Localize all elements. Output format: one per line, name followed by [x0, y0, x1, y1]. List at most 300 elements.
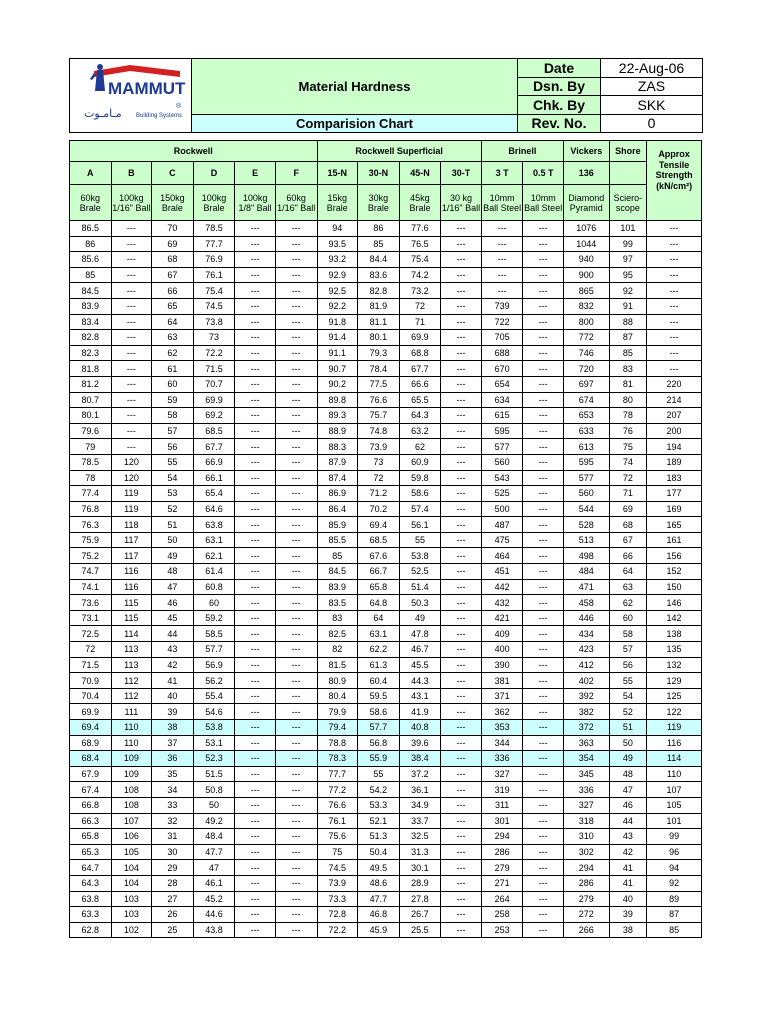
table-cell: 59.8	[399, 470, 441, 486]
table-cell: ---	[441, 283, 482, 299]
table-cell: 85.9	[317, 517, 358, 533]
table-cell: 64.6	[193, 501, 235, 517]
table-cell: 70.4	[70, 688, 112, 704]
table-cell: 53.3	[358, 797, 400, 813]
table-cell: ---	[235, 579, 276, 595]
table-cell: ---	[275, 361, 317, 377]
table-cell: 77.2	[317, 782, 358, 798]
table-cell: 45	[152, 610, 194, 626]
table-cell: ---	[441, 922, 482, 938]
table-cell: 81.9	[358, 298, 400, 314]
table-cell: ---	[235, 782, 276, 798]
table-cell: 51.5	[193, 766, 235, 782]
table-cell: 95	[609, 267, 647, 283]
table-row	[70, 813, 702, 829]
table-cell: 42	[609, 844, 647, 860]
table-cell: 122	[647, 704, 702, 720]
table-cell: ---	[523, 860, 564, 876]
table-cell: 86.5	[70, 221, 112, 237]
table-cell: 44	[152, 626, 194, 642]
table-cell: ---	[111, 298, 152, 314]
table-cell: 53	[152, 486, 194, 502]
table-cell: 47	[193, 860, 235, 876]
table-cell: 77.7	[317, 766, 358, 782]
table-cell: 409	[481, 626, 523, 642]
table-cell: 58.6	[358, 704, 400, 720]
table-row	[70, 797, 702, 813]
table-cell: ---	[523, 922, 564, 938]
table-cell: 72	[609, 470, 647, 486]
table-cell: ---	[235, 766, 276, 782]
table-cell: ---	[647, 267, 702, 283]
table-cell: ---	[523, 595, 564, 611]
table-cell: ---	[441, 486, 482, 502]
table-cell: 70.2	[358, 501, 400, 517]
table-row	[70, 875, 702, 891]
table-row	[70, 782, 702, 798]
table-cell: 25	[152, 922, 194, 938]
column-label: 3 T	[481, 162, 523, 185]
table-cell: 41	[609, 875, 647, 891]
table-cell: 113	[111, 657, 152, 673]
table-cell: 117	[111, 532, 152, 548]
table-cell: 138	[647, 626, 702, 642]
table-row	[70, 751, 702, 767]
table-cell: ---	[523, 548, 564, 564]
group-vickers: Vickers	[563, 141, 609, 162]
table-cell: 76.6	[317, 797, 358, 813]
table-cell: 105	[647, 797, 702, 813]
table-cell: 61.3	[358, 657, 400, 673]
table-cell: ---	[481, 236, 523, 252]
table-cell: ---	[275, 548, 317, 564]
table-cell: 544	[563, 501, 609, 517]
chk-by-label: Chk. By	[518, 96, 601, 115]
table-cell: 72.8	[317, 907, 358, 923]
table-cell: 63.1	[193, 532, 235, 548]
table-row	[70, 252, 702, 268]
table-row	[70, 595, 702, 611]
table-cell: 80.4	[317, 688, 358, 704]
table-cell: 38	[609, 922, 647, 938]
table-cell: 67.4	[70, 782, 112, 798]
table-cell: 53.8	[193, 720, 235, 736]
table-cell: 52.3	[193, 751, 235, 767]
table-cell: 615	[481, 408, 523, 424]
table-cell: 83.4	[70, 314, 112, 330]
table-cell: 50	[152, 532, 194, 548]
hardness-sheet	[69, 58, 702, 938]
table-row	[70, 298, 702, 314]
table-cell: 200	[647, 423, 702, 439]
table-cell: ---	[441, 439, 482, 455]
table-cell: 471	[563, 579, 609, 595]
table-cell: 560	[563, 486, 609, 502]
table-row	[70, 720, 702, 736]
table-cell: ---	[523, 252, 564, 268]
table-cell: ---	[111, 376, 152, 392]
table-cell: ---	[275, 486, 317, 502]
table-cell: 64.8	[358, 595, 400, 611]
table-row	[70, 517, 702, 533]
table-cell: ---	[275, 470, 317, 486]
table-cell: 69	[152, 236, 194, 252]
table-cell: 43	[152, 642, 194, 658]
table-cell: ---	[523, 844, 564, 860]
table-cell: 84.5	[317, 564, 358, 580]
table-cell: ---	[275, 314, 317, 330]
table-cell: ---	[235, 704, 276, 720]
svg-text:MAMMUT: MAMMUT	[107, 79, 185, 98]
table-cell: 39	[609, 907, 647, 923]
table-cell: 39	[152, 704, 194, 720]
table-cell: 45.5	[399, 657, 441, 673]
table-cell: 90.7	[317, 361, 358, 377]
table-cell: 114	[111, 626, 152, 642]
table-cell: 64	[358, 610, 400, 626]
table-cell: 214	[647, 392, 702, 408]
table-cell: 72.5	[70, 626, 112, 642]
table-cell: ---	[235, 532, 276, 548]
column-label: B	[111, 162, 152, 185]
table-cell: 400	[481, 642, 523, 658]
table-cell: ---	[441, 314, 482, 330]
table-cell: 60.4	[358, 673, 400, 689]
table-cell: 65.5	[399, 392, 441, 408]
table-cell: 83.6	[358, 267, 400, 283]
table-row	[70, 735, 702, 751]
table-cell: 112	[111, 673, 152, 689]
table-cell: 75.6	[317, 829, 358, 845]
column-unit-label: 45kg Brale	[399, 185, 441, 221]
table-cell: 69	[609, 501, 647, 517]
table-cell: 66.7	[358, 564, 400, 580]
table-cell: ---	[275, 408, 317, 424]
table-cell: 63.8	[193, 517, 235, 533]
table-cell: 46.7	[399, 642, 441, 658]
table-cell: ---	[275, 610, 317, 626]
table-cell: 80.1	[70, 408, 112, 424]
table-cell: 81.2	[70, 376, 112, 392]
table-cell: ---	[441, 517, 482, 533]
table-cell: 117	[111, 548, 152, 564]
table-cell: 286	[481, 844, 523, 860]
column-label: A	[70, 162, 112, 185]
chk-by-value: SKK	[601, 96, 703, 115]
table-cell: 68.8	[399, 345, 441, 361]
table-cell: ---	[235, 408, 276, 424]
table-cell: ---	[235, 657, 276, 673]
table-cell: 40.8	[399, 720, 441, 736]
table-cell: ---	[235, 891, 276, 907]
table-cell: 66.1	[193, 470, 235, 486]
table-cell: 92.2	[317, 298, 358, 314]
table-cell: 101	[609, 221, 647, 237]
table-cell: 25.5	[399, 922, 441, 938]
table-cell: ---	[275, 345, 317, 361]
table-cell: 69.4	[70, 720, 112, 736]
table-cell: 78	[609, 408, 647, 424]
table-cell: 595	[481, 423, 523, 439]
table-cell: 76	[609, 423, 647, 439]
table-cell: ---	[235, 548, 276, 564]
table-cell: ---	[235, 860, 276, 876]
table-cell: ---	[523, 267, 564, 283]
table-cell: 56.2	[193, 673, 235, 689]
table-cell: 65.3	[70, 844, 112, 860]
table-cell: ---	[275, 439, 317, 455]
table-cell: ---	[523, 657, 564, 673]
table-cell: 353	[481, 720, 523, 736]
table-cell: 30.1	[399, 860, 441, 876]
table-cell: 27.8	[399, 891, 441, 907]
table-cell: 169	[647, 501, 702, 517]
table-cell: 78	[70, 470, 112, 486]
dsn-by-label: Dsn. By	[518, 77, 601, 96]
table-cell: 56.9	[193, 657, 235, 673]
table-cell: 56	[152, 439, 194, 455]
table-cell: 49	[609, 751, 647, 767]
table-cell: 75.9	[70, 532, 112, 548]
table-cell: 272	[563, 907, 609, 923]
doc-title: Material Hardness	[192, 59, 518, 115]
table-cell: 27	[152, 891, 194, 907]
table-cell: ---	[111, 345, 152, 361]
table-cell: 177	[647, 486, 702, 502]
column-unit-label: 30 kg 1/16" Ball	[441, 185, 482, 221]
table-cell: 61	[152, 361, 194, 377]
table-cell: 52.1	[358, 813, 400, 829]
table-cell: 35	[152, 766, 194, 782]
table-cell: ---	[275, 283, 317, 299]
table-cell: 165	[647, 517, 702, 533]
table-row	[70, 766, 702, 782]
table-cell: ---	[523, 813, 564, 829]
table-cell: 39.6	[399, 735, 441, 751]
table-cell: 74.5	[317, 860, 358, 876]
table-cell: 44.6	[193, 907, 235, 923]
table-cell: 75.2	[70, 548, 112, 564]
table-cell: 73.9	[358, 439, 400, 455]
table-cell: ---	[441, 376, 482, 392]
table-cell: ---	[275, 720, 317, 736]
table-cell: ---	[275, 860, 317, 876]
table-row	[70, 345, 702, 361]
table-cell: 74	[609, 454, 647, 470]
table-cell: 302	[563, 844, 609, 860]
table-cell: 464	[481, 548, 523, 564]
table-cell: ---	[523, 829, 564, 845]
table-cell: 118	[111, 517, 152, 533]
table-cell: 40	[152, 688, 194, 704]
table-cell: 37.2	[399, 766, 441, 782]
table-cell: ---	[441, 751, 482, 767]
table-cell: 194	[647, 439, 702, 455]
table-cell: 1044	[563, 236, 609, 252]
table-cell: 327	[563, 797, 609, 813]
table-cell: ---	[441, 408, 482, 424]
table-cell: 49	[399, 610, 441, 626]
table-cell: 82	[317, 642, 358, 658]
column-unit-label: 100kg Brale	[193, 185, 235, 221]
table-cell: 63	[152, 330, 194, 346]
table-cell: 83.9	[317, 579, 358, 595]
table-cell: 36	[152, 751, 194, 767]
table-cell: 69.4	[358, 517, 400, 533]
column-unit-label: 100kg 1/16" Ball	[111, 185, 152, 221]
table-row	[70, 907, 702, 923]
table-cell: 500	[481, 501, 523, 517]
table-cell: 132	[647, 657, 702, 673]
table-cell: 900	[563, 267, 609, 283]
table-cell: 484	[563, 564, 609, 580]
table-row	[70, 236, 702, 252]
table-cell: ---	[441, 766, 482, 782]
table-cell: 85.5	[317, 532, 358, 548]
table-cell: ---	[275, 766, 317, 782]
table-cell: 372	[563, 720, 609, 736]
table-cell: 47.8	[399, 626, 441, 642]
table-cell: ---	[441, 221, 482, 237]
table-cell: 344	[481, 735, 523, 751]
table-row	[70, 657, 702, 673]
table-cell: 279	[481, 860, 523, 876]
table-cell: 102	[111, 922, 152, 938]
table-cell: ---	[647, 330, 702, 346]
table-cell: ---	[441, 735, 482, 751]
table-cell: 46.8	[358, 907, 400, 923]
table-cell: 48	[609, 766, 647, 782]
group-tensile-strength: Approx Tensile Strength (kN/cm²)	[647, 141, 702, 221]
column-unit-label: 30kg Brale	[358, 185, 400, 221]
table-cell: ---	[275, 423, 317, 439]
table-row	[70, 860, 702, 876]
table-cell: ---	[441, 610, 482, 626]
table-cell: ---	[647, 252, 702, 268]
table-cell: 83.5	[317, 595, 358, 611]
table-cell: 63.3	[70, 907, 112, 923]
table-cell: 33	[152, 797, 194, 813]
table-cell: 107	[647, 782, 702, 798]
table-cell: 56.1	[399, 517, 441, 533]
table-row	[70, 283, 702, 299]
table-cell: 697	[563, 376, 609, 392]
table-cell: 86	[358, 221, 400, 237]
table-cell: ---	[441, 891, 482, 907]
table-row	[70, 922, 702, 938]
table-cell: ---	[523, 564, 564, 580]
table-cell: 156	[647, 548, 702, 564]
table-cell: ---	[647, 236, 702, 252]
table-cell: 152	[647, 564, 702, 580]
table-cell: 85	[317, 548, 358, 564]
table-cell: 67.6	[358, 548, 400, 564]
table-cell: ---	[111, 283, 152, 299]
table-cell: 390	[481, 657, 523, 673]
table-cell: 382	[563, 704, 609, 720]
table-cell: ---	[523, 392, 564, 408]
table-cell: ---	[235, 735, 276, 751]
table-cell: 746	[563, 345, 609, 361]
table-cell: 54.2	[358, 782, 400, 798]
table-cell: 87	[609, 330, 647, 346]
table-cell: 86.9	[317, 486, 358, 502]
table-cell: 63.1	[358, 626, 400, 642]
table-cell: 101	[647, 813, 702, 829]
table-cell: 77.4	[70, 486, 112, 502]
table-cell: 110	[647, 766, 702, 782]
table-cell: 83.9	[70, 298, 112, 314]
table-cell: 392	[563, 688, 609, 704]
table-cell: 487	[481, 517, 523, 533]
table-row	[70, 844, 702, 860]
table-cell: ---	[441, 252, 482, 268]
table-cell: 82.5	[317, 626, 358, 642]
table-cell: 116	[111, 579, 152, 595]
table-cell: 258	[481, 907, 523, 923]
table-cell: 66.3	[70, 813, 112, 829]
table-cell: 52.5	[399, 564, 441, 580]
table-cell: 113	[111, 642, 152, 658]
table-cell: 54	[152, 470, 194, 486]
svg-text:®: ®	[175, 103, 181, 110]
table-cell: ---	[235, 470, 276, 486]
table-cell: ---	[275, 907, 317, 923]
table-cell: 47.7	[358, 891, 400, 907]
table-cell: ---	[523, 673, 564, 689]
table-cell: 940	[563, 252, 609, 268]
table-cell: ---	[275, 595, 317, 611]
table-cell: 56	[609, 657, 647, 673]
table-cell: ---	[275, 922, 317, 938]
table-cell: ---	[235, 392, 276, 408]
table-cell: 135	[647, 642, 702, 658]
table-cell: ---	[111, 236, 152, 252]
table-cell: ---	[441, 797, 482, 813]
table-cell: 800	[563, 314, 609, 330]
table-cell: ---	[523, 361, 564, 377]
table-cell: 59.2	[193, 610, 235, 626]
table-cell: 111	[111, 704, 152, 720]
table-row	[70, 423, 702, 439]
table-row	[70, 501, 702, 517]
table-cell: 50.4	[358, 844, 400, 860]
table-cell: 80.9	[317, 673, 358, 689]
table-row	[70, 579, 702, 595]
table-cell: 47	[609, 782, 647, 798]
table-cell: 66.8	[70, 797, 112, 813]
table-cell: ---	[481, 283, 523, 299]
table-cell: 28	[152, 875, 194, 891]
table-cell: 49.2	[193, 813, 235, 829]
column-unit-label: 60kg 1/16" Ball	[275, 185, 317, 221]
table-cell: 86	[70, 236, 112, 252]
table-cell: ---	[441, 688, 482, 704]
column-label: 45-N	[399, 162, 441, 185]
column-unit-label: 10mm Ball Steel	[481, 185, 523, 221]
table-cell: ---	[235, 595, 276, 611]
table-cell: 286	[563, 875, 609, 891]
table-cell: 59	[152, 392, 194, 408]
table-cell: 78.3	[317, 751, 358, 767]
table-cell: 46.1	[193, 875, 235, 891]
table-cell: ---	[441, 626, 482, 642]
table-cell: ---	[111, 392, 152, 408]
table-cell: 93.2	[317, 252, 358, 268]
table-cell: 65.8	[70, 829, 112, 845]
table-cell: ---	[523, 486, 564, 502]
table-cell: 108	[111, 797, 152, 813]
